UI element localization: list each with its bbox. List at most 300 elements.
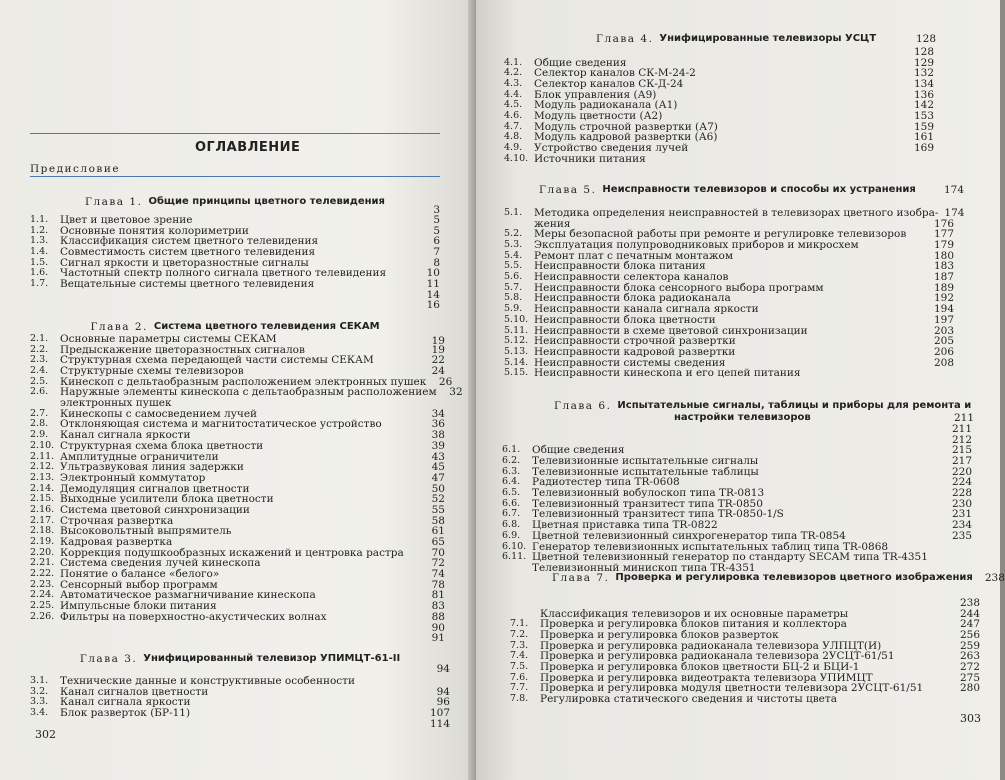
chapter-page: 211 <box>953 412 974 424</box>
chapter-4-heading <box>506 33 936 45</box>
chapter-3-heading <box>30 653 450 675</box>
entry-page: 159 <box>913 120 934 133</box>
toc-entry <box>502 424 972 435</box>
toc-entry <box>504 154 934 165</box>
entry-page: 128 <box>913 45 934 58</box>
entry-page: 96 <box>436 696 450 709</box>
entry-page: 72 <box>431 557 445 570</box>
entry-page: 192 <box>933 292 954 305</box>
chapter-7-heading <box>502 572 1005 584</box>
entry-page: 247 <box>959 618 980 631</box>
entry-page: 244 <box>959 607 980 620</box>
entry-page: 129 <box>913 56 934 69</box>
entry-title: Канал сигналов цветности <box>60 685 209 698</box>
entry-title: Импульсные блоки питания <box>60 600 217 613</box>
chapter-1-heading <box>30 196 440 216</box>
entry-title: Канал сигнала яркости <box>60 696 191 709</box>
entry-title: Канал сигнала яркости <box>60 429 191 442</box>
entry-title: Коррекция подушкообразных искажений и центровка растра <box>60 546 404 559</box>
entry-title: Кадровая развертка <box>60 536 173 549</box>
entry-number: 5.2. <box>504 228 523 240</box>
entry-title: жения <box>534 217 571 230</box>
chapter-title: Система цветного телевидения СЕКАМ <box>153 321 380 332</box>
right-page <box>476 0 1005 780</box>
entry-number: 1.7. <box>30 278 49 290</box>
entry-number: 2.8. <box>30 418 49 430</box>
chapter-label: Глава 7. <box>552 572 610 584</box>
entry-number: 6.1. <box>502 444 521 456</box>
toc-entry <box>502 531 972 542</box>
entry-page: 7 <box>433 246 440 259</box>
entry-number: 2.12. <box>30 461 55 473</box>
entry-title: Предыскажение цветоразностных сигналов <box>60 343 305 356</box>
entry-title: Ремонт плат с печатным монтажом <box>534 249 733 262</box>
entry-number: 6.8. <box>502 519 521 531</box>
entry-page: 58 <box>431 514 445 527</box>
entry-title: Неисправности строчной развертки <box>534 335 736 348</box>
entry-page: 65 <box>431 536 445 549</box>
entry-title: Методика определения неисправностей в телевизорах цветного изобра- <box>534 206 939 219</box>
entry-page: 10 <box>426 267 440 280</box>
entry-number: 2.18. <box>30 525 55 537</box>
entry-page: 47 <box>431 471 445 484</box>
toc-entry <box>504 368 954 379</box>
entry-page: 83 <box>431 600 445 613</box>
entry-title: Модуль строчной развертки (А7) <box>534 120 718 133</box>
entry-title: Неисправности системы сведения <box>534 356 726 369</box>
entry-page: 43 <box>431 450 445 463</box>
entry-page: 52 <box>431 493 445 506</box>
entry-title: Неисправности селектора каналов <box>534 271 729 284</box>
entry-page: 91 <box>431 632 445 645</box>
entry-title: Регулировка статического сведения и чистоты цвета <box>540 693 837 706</box>
entry-number: 5.11. <box>504 324 529 336</box>
entry-page: 74 <box>431 568 445 581</box>
entry-number: 5.6. <box>504 271 523 283</box>
entry-title: Структурные схемы телевизоров <box>60 365 244 378</box>
entry-page: 107 <box>429 707 450 720</box>
entry-title: Эксплуатация полупроводниковых приборов и микросхем <box>534 239 859 252</box>
entry-number: 3.2. <box>30 685 49 697</box>
entry-page: 272 <box>959 661 980 674</box>
toc-entry <box>30 633 445 644</box>
entry-page: 132 <box>913 67 934 80</box>
entry-number: 3.3. <box>30 696 49 708</box>
entry-page: 180 <box>933 249 954 262</box>
chapter-3-list <box>30 676 450 729</box>
chapter-5-list <box>504 206 965 380</box>
chapter-page: 94 <box>436 663 450 675</box>
entry-number: 2.13. <box>30 471 55 483</box>
entry-number: 4.6. <box>504 110 523 122</box>
entry-page: 238 <box>959 596 980 609</box>
toc-entry <box>504 206 965 219</box>
entry-number: 2.17. <box>30 514 55 526</box>
entry-page: 205 <box>933 335 954 348</box>
entry-title: Отклоняющая система и магнитостатическое устройство <box>60 418 382 431</box>
entry-title: Устройство сведения лучей <box>534 142 689 155</box>
entry-number: 2.4. <box>30 365 49 377</box>
entry-number: 6.10. <box>502 540 527 552</box>
chapter-title-cont: настройки телевизоров <box>674 412 811 423</box>
entry-title: Проверка и регулировка радиоканала телевизора УЛПЦТ(И) <box>540 639 882 652</box>
entry-number: 4.9. <box>504 142 523 154</box>
entry-number: 5.12. <box>504 335 529 347</box>
entry-number: 2.1. <box>30 332 49 344</box>
entry-number: 5.7. <box>504 281 523 293</box>
entry-title: Телевизионный транзитест типа TR-0850 <box>532 497 763 510</box>
entry-page: 169 <box>913 142 934 155</box>
entry-title: Блок управления (А9) <box>534 88 657 101</box>
page-number-right: 303 <box>960 712 981 725</box>
toc-entry <box>30 279 440 290</box>
entry-title: Неисправности блока сенсорного выбора программ <box>534 281 824 294</box>
entry-page: 153 <box>913 110 934 123</box>
entry-number: 2.22. <box>30 568 55 580</box>
entry-title: Неисправности кадровой развертки <box>534 345 736 358</box>
entry-title: Модуль кадровой развертки (А6) <box>534 131 718 144</box>
entry-number: 6.11. <box>502 551 527 563</box>
entry-number: 6.2. <box>502 455 521 467</box>
toc-entry <box>30 290 440 301</box>
entry-page: 94 <box>436 685 450 698</box>
entry-page: 38 <box>431 429 445 442</box>
entry-number: 2.6. <box>30 386 49 398</box>
entry-title: Частотный спектр полного сигнала цветного телевидения <box>60 267 387 280</box>
chapter-page: 238 <box>984 572 1005 584</box>
entry-page: 16 <box>426 299 440 312</box>
entry-title: Высоковольтный выпрямитель <box>60 525 232 538</box>
entry-title: Амплитудные ограничители <box>60 450 219 463</box>
entry-title: Неисправности канала сигнала яркости <box>534 303 759 316</box>
entry-number: 2.11. <box>30 450 55 462</box>
entry-number: 2.7. <box>30 407 49 419</box>
entry-title: Неисправности блока радиоканала <box>534 292 731 305</box>
entry-title: Общие сведения <box>534 56 627 69</box>
toc-entry <box>30 719 450 730</box>
chapter-page: 19 <box>431 335 445 347</box>
entry-page: 26 <box>438 375 453 388</box>
entry-number: 6.3. <box>502 465 521 477</box>
entry-number: 2.2. <box>30 343 49 355</box>
entry-title: Телевизионный транзитест типа TR-0850-1/S <box>532 508 784 521</box>
entry-title: Технические данные и конструктивные особенности <box>60 674 355 687</box>
entry-page: 212 <box>951 433 972 446</box>
entry-page: 224 <box>951 476 972 489</box>
entry-title: Автоматическое размагничивание кинескопа <box>60 589 316 602</box>
entry-page: 231 <box>951 508 972 521</box>
chapter-label: Глава 3. <box>79 653 138 665</box>
entry-title: Модуль радиоканала (А1) <box>534 99 678 112</box>
entry-number: 7.8. <box>510 693 529 705</box>
entry-page: 206 <box>933 345 954 358</box>
entry-number: 5.15. <box>504 367 529 379</box>
contents-title: ОГЛАВЛЕНИЕ <box>195 140 301 155</box>
chapter-label: Глава 1. <box>85 196 143 208</box>
entry-number: 2.15. <box>30 493 55 505</box>
entry-title: Блок разверток (БР-11) <box>60 707 191 720</box>
entry-title: Неисправности блока цветности <box>534 313 716 326</box>
entry-page: 217 <box>951 455 972 468</box>
entry-title: Цвет и цветовое зрение <box>60 213 193 226</box>
toc-entry <box>30 623 445 634</box>
entry-page: 90 <box>431 621 445 634</box>
entry-page: 14 <box>426 288 440 301</box>
entry-title: Сенсорный выбор программ <box>60 578 218 591</box>
entry-page: 234 <box>951 519 972 532</box>
chapter-title: Неисправности телевизоров и способы их устранения <box>602 184 916 195</box>
entry-page: 34 <box>431 407 445 420</box>
entry-title: Телевизионные испытательные таблицы <box>532 465 759 478</box>
entry-title: Структурная схема передающей части системы СЕКАМ <box>60 354 374 367</box>
chapter-title: Общие принципы цветного телевидения <box>148 196 385 207</box>
entry-number: 4.4. <box>504 88 523 100</box>
entry-page: 70 <box>431 546 445 559</box>
entry-page: 5 <box>433 224 440 237</box>
entry-number: 1.1. <box>30 213 49 225</box>
entry-title: Ультразвуковая линия задержки <box>60 461 244 474</box>
entry-title: Селектор каналов СК-М-24-2 <box>534 67 696 80</box>
entry-number: 3.4. <box>30 707 49 719</box>
entry-title: Кинескопы с самосведением лучей <box>60 407 258 420</box>
chapter-title: Унифицированные телевизоры УСЦТ <box>659 33 877 44</box>
entry-number: 6.4. <box>502 476 521 488</box>
preface-label: Предисловие <box>30 163 121 175</box>
entry-page: 228 <box>951 487 972 500</box>
entry-title: электронных пушек <box>60 397 172 410</box>
entry-number: 6.6. <box>502 497 521 509</box>
chapter-title: Унифицированный телевизор УПИМЦТ-61-II <box>143 653 401 664</box>
entry-number: 4.5. <box>504 99 523 111</box>
entry-title: Совместимость систем цветного телевидения <box>60 246 316 259</box>
entry-title: Вещательные системы цветного телевидения <box>60 278 315 291</box>
entry-number: 1.3. <box>30 235 49 247</box>
chapter-6-list <box>502 424 972 574</box>
entry-page: 161 <box>913 131 934 144</box>
chapter-5-heading <box>504 184 964 196</box>
toc-entry <box>30 708 450 719</box>
entry-page: 32 <box>449 386 463 399</box>
entry-title: Неисправности блока питания <box>534 260 706 273</box>
entry-number: 4.3. <box>504 78 523 90</box>
left-page <box>0 0 475 780</box>
entry-number: 6.7. <box>502 508 521 520</box>
entry-title: Система сведения лучей кинескопа <box>60 557 261 570</box>
entry-page: 142 <box>913 99 934 112</box>
entry-title: Классификация систем цветного телевидения <box>60 235 319 248</box>
entry-page: 136 <box>913 88 934 101</box>
toc-entry <box>30 441 445 452</box>
entry-title: Общие сведения <box>532 444 625 457</box>
entry-page: 176 <box>933 217 954 230</box>
entry-title: Кинескоп с дельтаобразным расположением электронных пушек <box>60 375 427 388</box>
entry-title: Цветной телевизионный синхрогенератор типа TR-0854 <box>532 529 846 542</box>
entry-number: 2.14. <box>30 482 55 494</box>
entry-title: Генератор телевизионных испытательных таблиц типа TR-0868 <box>532 540 889 553</box>
entry-page: 55 <box>431 503 445 516</box>
entry-title: Модуль цветности (А2) <box>534 110 663 123</box>
entry-title: Проверка и регулировка радиоканала телевизора 2УСЦТ-61/51 <box>540 650 895 663</box>
chapter-label: Глава 6. <box>554 400 612 412</box>
chapter-6-heading <box>504 400 974 424</box>
entry-page: 189 <box>933 281 954 294</box>
entry-page: 197 <box>933 313 954 326</box>
entry-title: Фильтры на поверхностно-акустических волнах <box>60 610 327 623</box>
entry-title: Сигнал яркости и цветоразностные сигналы <box>60 256 309 269</box>
chapter-2-list <box>30 332 463 645</box>
toc-entry <box>30 301 440 312</box>
entry-title: Цветной телевизионный генератор по стандарту SECAM типа TR-4351 <box>532 551 928 564</box>
entry-number: 7.1. <box>510 618 529 630</box>
entry-number: 5.13. <box>504 345 529 357</box>
entry-number: 2.21. <box>30 557 55 569</box>
entry-page: 45 <box>431 461 445 474</box>
entry-page: 78 <box>431 578 445 591</box>
entry-page: 235 <box>951 529 972 542</box>
toc-entry <box>30 612 445 623</box>
chapter-page: 3 <box>433 204 440 216</box>
entry-number: 5.8. <box>504 292 523 304</box>
entry-title: Демодуляция сигналов цветности <box>60 482 250 495</box>
entry-page: 280 <box>959 682 980 695</box>
entry-title: Система цветовой синхронизации <box>60 503 250 516</box>
chapter-7-list <box>510 598 980 705</box>
entry-page: 61 <box>431 525 445 538</box>
entry-page: 81 <box>431 589 445 602</box>
entry-title: Наружные элементы кинескопа с дельтаобразным расположением <box>60 386 437 399</box>
entry-title: Источники питания <box>534 152 646 165</box>
page-number-left: 302 <box>35 728 56 741</box>
entry-title: Селектор каналов СК-Д-24 <box>534 78 684 91</box>
entry-page: 220 <box>951 465 972 478</box>
entry-number: 2.10. <box>30 439 55 451</box>
chapter-page: 128 <box>915 33 936 45</box>
entry-title: Неисправности кинескопа и его цепей питания <box>534 367 801 380</box>
entry-page: 22 <box>431 354 445 367</box>
entry-title: Основные параметры системы СЕКАМ <box>60 332 277 345</box>
entry-number: 7.2. <box>510 629 529 641</box>
entry-title: Проверка и регулировка блоков питания и коллектора <box>540 618 847 631</box>
entry-page: 259 <box>959 639 980 652</box>
entry-number: 4.1. <box>504 56 523 68</box>
entry-number: 5.9. <box>504 303 523 315</box>
chapter-page: 174 <box>943 184 964 196</box>
entry-number: 5.10. <box>504 313 529 325</box>
entry-number: 2.9. <box>30 429 49 441</box>
entry-page: 194 <box>933 303 954 316</box>
entry-page: 183 <box>933 260 954 273</box>
entry-number: 2.26. <box>30 610 55 622</box>
entry-title: Радиотестер типа TR-0608 <box>532 476 680 489</box>
entry-number: 2.19. <box>30 536 55 548</box>
entry-title: Проверка и регулировка видеотракта телевизора УПИМЦТ <box>540 671 873 684</box>
entry-page: 8 <box>433 256 440 269</box>
entry-number: 2.3. <box>30 354 49 366</box>
entry-page: 11 <box>426 278 440 291</box>
entry-page: 6 <box>433 235 440 248</box>
entry-page: 256 <box>959 629 980 642</box>
entry-number: 2.16. <box>30 503 55 515</box>
chapter-label: Глава 5. <box>539 184 597 196</box>
title-rule-top <box>30 133 440 134</box>
entry-title: Понятие о балансе «белого» <box>60 568 220 581</box>
entry-page: 263 <box>959 650 980 663</box>
entry-page: 134 <box>913 78 934 91</box>
entry-number: 4.8. <box>504 131 523 143</box>
entry-title: Строчная развертка <box>60 514 174 527</box>
entry-number: 1.2. <box>30 224 49 236</box>
entry-title: Классификация телевизоров и их основные параметры <box>540 607 849 620</box>
chapter-1-list <box>30 215 440 311</box>
entry-page: 203 <box>933 324 954 337</box>
entry-number: 4.2. <box>504 67 523 79</box>
entry-title: Проверка и регулировка блоков цветности БЦ-2 и БЦИ-1 <box>540 661 860 674</box>
entry-title: Меры безопасной работы при ремонте и регулировке телевизоров <box>534 228 907 241</box>
entry-page: 215 <box>951 444 972 457</box>
chapter-label: Глава 2. <box>90 321 148 333</box>
entry-number: 7.6. <box>510 671 529 683</box>
entry-page: 24 <box>431 365 445 378</box>
entry-number: 7.3. <box>510 639 529 651</box>
entry-page: 36 <box>431 418 445 431</box>
entry-number: 6.9. <box>502 529 521 541</box>
entry-number: 2.5. <box>30 375 49 387</box>
entry-number: 1.6. <box>30 267 49 279</box>
entry-title: Телевизионные испытательные сигналы <box>532 455 759 468</box>
chapter-2-heading <box>30 321 440 333</box>
title-rule-bottom <box>30 176 440 177</box>
entry-number: 5.1. <box>504 206 523 218</box>
entry-number: 4.7. <box>504 120 523 132</box>
entry-page: 179 <box>933 239 954 252</box>
entry-page: 208 <box>933 356 954 369</box>
entry-page: 230 <box>951 497 972 510</box>
entry-title: Основные понятия колориметрии <box>60 224 249 237</box>
entry-number: 7.4. <box>510 650 529 662</box>
entry-title: Электронный коммутатор <box>60 471 206 484</box>
entry-number: 1.4. <box>30 246 49 258</box>
entry-page: 39 <box>431 439 445 452</box>
entry-number: 4.10. <box>504 152 529 164</box>
entry-number: 7.5. <box>510 661 529 673</box>
entry-number: 5.3. <box>504 239 523 251</box>
toc-entry <box>510 694 980 705</box>
entry-number: 1.5. <box>30 256 49 268</box>
entry-page: 50 <box>431 482 445 495</box>
chapter-title: Испытательные сигналы, таблицы и приборы для ремонта и <box>617 400 972 411</box>
entry-title: Телевизионный вобулоскоп типа TR-0813 <box>532 487 765 500</box>
entry-page: 211 <box>951 422 972 435</box>
chapter-4-list <box>504 47 934 165</box>
entry-number: 2.20. <box>30 546 55 558</box>
entry-number: 2.23. <box>30 578 55 590</box>
entry-title: Неисправности в схеме цветовой синхронизации <box>534 324 808 337</box>
entry-number: 2.24. <box>30 589 55 601</box>
entry-title: Телевизионный минископ типа TR-4351 <box>532 561 756 574</box>
chapter-title: Проверка и регулировка телевизоров цветного изображения <box>615 572 973 583</box>
entry-page: 5 <box>433 213 440 226</box>
entry-title: Проверка и регулировка блоков разверток <box>540 629 779 642</box>
entry-title: Структурная схема блока цветности <box>60 439 264 452</box>
entry-number: 2.25. <box>30 600 55 612</box>
entry-page: 187 <box>933 271 954 284</box>
entry-page: 19 <box>431 343 445 356</box>
entry-title: Проверка и регулировка модуля цветности телевизора 2УСЦТ-61/51 <box>540 682 924 695</box>
entry-number: 6.5. <box>502 487 521 499</box>
entry-page: 88 <box>431 610 445 623</box>
entry-number: 5.5. <box>504 260 523 272</box>
entry-number: 5.4. <box>504 249 523 261</box>
